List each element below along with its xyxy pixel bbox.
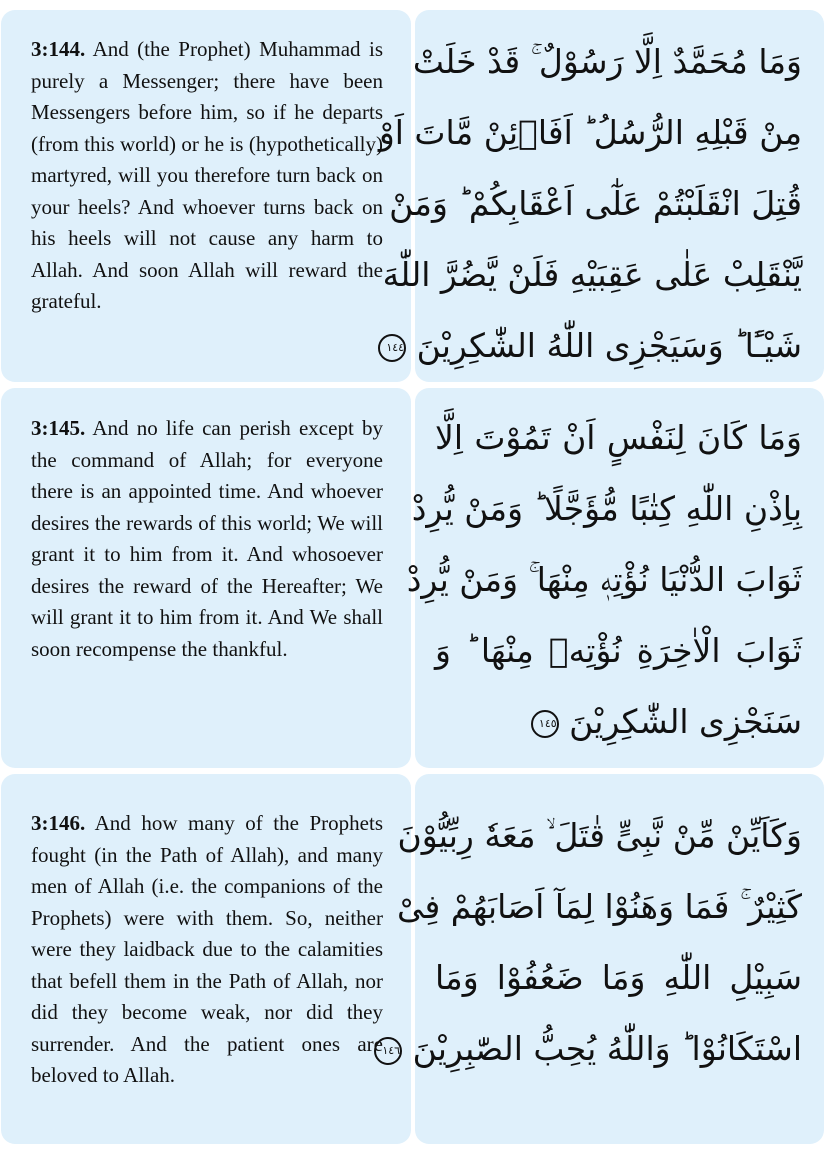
translation-card-3-145 xyxy=(1,388,411,768)
arabic-card-3-144 xyxy=(378,10,824,382)
translation-card-3-144 xyxy=(1,10,411,382)
arabic-line: ثَوَابَ الْاٰخِرَةِ نُؤْتِهٖ مِنْهَا ؕ وَ xyxy=(435,631,802,670)
arabic-line: وَمَا مُحَمَّدٌ اِلَّا رَسُوْلٌ ۚ قَدْ خَلَتْ xyxy=(412,42,802,81)
arabic-line: كَثِيْرٌ ۚ فَمَا وَهَنُوْا لِمَآ اَصَابَهُمْ فِىْ xyxy=(396,887,802,926)
ayah-end-marker: ١٤٥ xyxy=(531,710,559,738)
verse-number: 3:145. xyxy=(31,416,86,440)
arabic-line: ثَوَابَ الدُّنْيَا نُؤْتِهٖ مِنْهَا ۚ وَمَنْ يُّرِدْ xyxy=(406,560,802,599)
verse-number: 3:144. xyxy=(31,37,86,61)
arabic-line: يَّنْقَلِبْ عَلٰى عَقِبَيْهِ فَلَنْ يَّضُرَّ اللّٰهَ xyxy=(382,255,802,294)
arabic-verse xyxy=(382,800,824,1084)
translation-text xyxy=(1,388,411,665)
arabic-line xyxy=(386,310,802,381)
translation-card-3-146 xyxy=(1,774,411,1144)
arabic-line: مِنْ قَبْلِهِ الرُّسُلُ ؕ اَفَا۟ئِنْ مَّاتَ اَوْ xyxy=(378,113,802,152)
arabic-line: سَبِيْلِ اللّٰهِ وَمَا ضَعُفُوْا وَمَا xyxy=(435,958,802,997)
arabic-line-text: سَنَجْزِى الشّٰكِرِيْنَ xyxy=(569,702,802,741)
ayah-end-marker: ١٤٦ xyxy=(374,1037,402,1065)
arabic-verse xyxy=(378,26,824,381)
arabic-card-3-146 xyxy=(382,774,824,1144)
arabic-line-text: اسْتَكَانُوْا ؕ وَاللّٰهُ يُحِبُّ الصّٰبِرِيْنَ xyxy=(412,1029,802,1068)
arabic-line: وَكَاَيِّنْ مِّنْ نَّبِىٍّ قٰتَلَ ۙ مَعَهٗ رِبِّيُّوْنَ xyxy=(397,816,802,855)
verse-translation: And no life can perish except by the command of Allah; for everyone there is an appointed time. And whoever desires the rewards of this world; We will grant it to him from it. And whosoever desires the reward of the Hereafter; We will grant it to him from it. And We shall soon recompense the thankful. xyxy=(31,416,383,661)
arabic-line xyxy=(435,686,802,757)
translation-text xyxy=(1,10,411,318)
verse-translation: And how many of the Prophets fought (in the Path of Allah), and many men of Allah (i.e. the companions of the Prophets) were with them. So, neither were they laidback due to the calamities that befell them in the Path of Allah, nor did they become weak, nor did they surrender. And the patient ones are beloved to Allah. xyxy=(31,811,383,1087)
verse-number: 3:146. xyxy=(31,811,86,835)
arabic-line: قُتِلَ انْقَلَبْتُمْ عَلٰٓى اَعْقَابِكُمْ ؕ وَمَنْ xyxy=(389,184,802,223)
arabic-card-3-145 xyxy=(406,388,824,768)
arabic-line: وَمَا كَانَ لِنَفْسٍ اَنْ تَمُوْتَ اِلَّا xyxy=(435,418,802,457)
arabic-line xyxy=(382,1013,802,1084)
arabic-line-text: شَيْـًٔا ؕ وَسَيَجْزِى اللّٰهُ الشّٰكِرِيْنَ xyxy=(416,326,802,365)
verse-translation: And (the Prophet) Muhammad is purely a Messenger; there have been Messengers before him, so if he departs (from this world) or he is (hypothetically) martyred, will you therefore turn back on your heels? And whoever turns back on his heels will not cause any harm to Allah. And soon Allah will reward the grateful. xyxy=(31,37,384,313)
ayah-end-marker: ١٤٤ xyxy=(378,334,406,362)
arabic-line: بِاِذْنِ اللّٰهِ كِتٰبًا مُّؤَجَّلًا ؕ وَمَنْ يُّرِدْ xyxy=(411,489,802,528)
translation-text xyxy=(1,774,411,1092)
arabic-verse xyxy=(406,402,824,757)
